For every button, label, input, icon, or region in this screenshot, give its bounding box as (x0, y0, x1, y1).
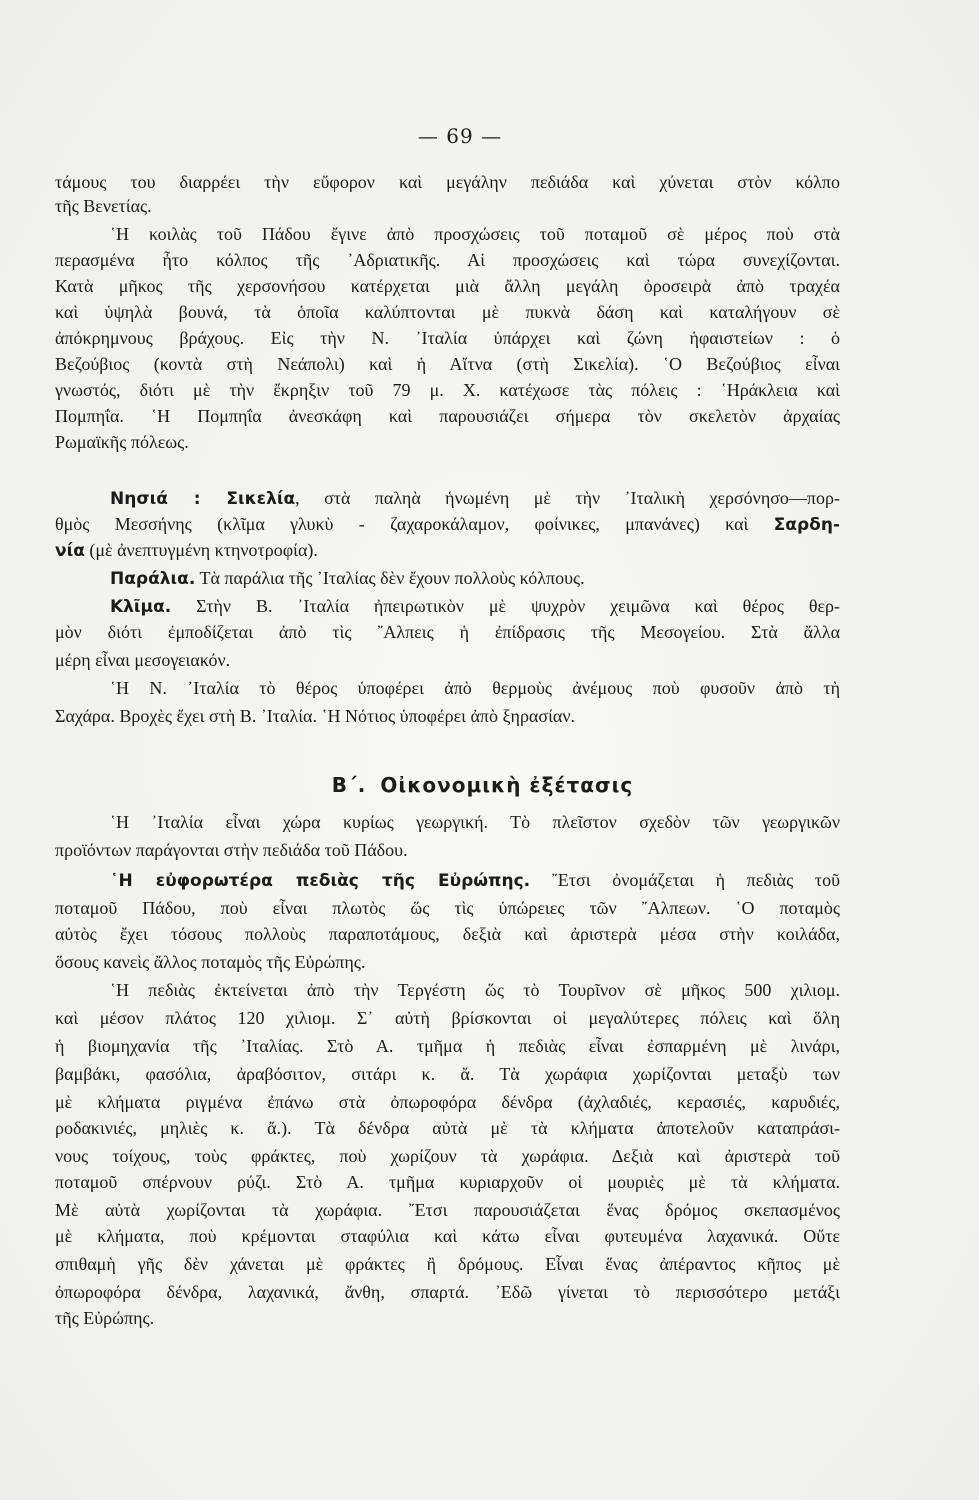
text-line (55, 538, 840, 563)
text-line (55, 194, 840, 218)
text-run: θμὸς Μεσσήνης (κλῖμα γλυκὺ - ζαχαροκάλαμον, φοίνικες, μπανάνες) καὶ (55, 514, 774, 534)
text-line (55, 1280, 840, 1304)
text-run: Ρωμαϊκῆς πόλεως. (55, 432, 189, 452)
text-run: ποταμοῦ Πάδου, ποὺ εἶναι πλωτὸς ὥς τὶς ὑπώρειες τῶν ῎Αλπεων. ῾Ο ποταμὸς (55, 898, 840, 918)
text-line (55, 378, 840, 402)
bold-term: Σικελία (226, 489, 296, 509)
text-run: ῾Η ᾿Ιταλία εἶναι χώρα κυρίως γεωργική. Τὸ πλεῖστον σχεδὸν τῶν γεωργικῶν (110, 812, 840, 832)
page-number: — 69 — (417, 124, 503, 148)
text-run: (μὲ ἀνεπτυγμένη κτηνοτροφία). (84, 540, 318, 560)
text-run: ῾Η πεδιὰς ἐκτείνεται ἀπὸ τὴν Τεργέστη ὥς τὸ Τουρῖνον σὲ μῆκος 500 χιλιομ. (110, 980, 840, 1000)
text-run: νους τοίχους, τοὺς φράκτες, ποὺ χωρίζουν τὰ χωράφια. Δεξιὰ καὶ ἀριστερὰ τοῦ (55, 1146, 840, 1166)
bold-term: Νησιά : (110, 489, 227, 509)
text-line (55, 1062, 840, 1086)
text-line (55, 648, 840, 672)
text-line (55, 1224, 840, 1248)
text-run: ῾Η κοιλὰς τοῦ Πάδου ἔγινε ἀπὸ προσχώσεις τοῦ ποταμοῦ σὲ μέρος ποὺ στὰ (110, 224, 840, 244)
text-run: ὅσους κανεὶς ἄλλος ποταμὸς τῆς Εὐρώπης. (55, 952, 366, 972)
text-line (55, 326, 840, 350)
text-line (55, 1116, 840, 1140)
text-run: , στὰ παληὰ ἡνωμένη μὲ τὴν ᾿Ιταλικὴ χερσόνησο—πορ- (295, 488, 840, 508)
text-line (110, 486, 840, 511)
text-run: καὶ μέσον πλάτος 120 χιλιομ. Σ᾿ αὐτὴ βρίσκονται οἱ μεγαλύτερες πόλεις καὶ ὅλη (55, 1008, 840, 1028)
text-run: τῆς Εὐρώπης. (55, 1308, 155, 1328)
text-run: ροδακινιές, μηλιὲς κ. ἄ.). Τὰ δένδρα αὐτὰ μὲ τὰ κλήματα ἀποτελοῦν καταπράσι- (55, 1118, 840, 1138)
text-line (110, 222, 840, 246)
text-run: Βεζούβιος (κοντὰ στὴ Νεάπολι) καὶ ἡ Αἴτνα (στὴ Σικελία). ῾Ο Βεζούβιος εἶναι (55, 354, 840, 374)
text-line (55, 1144, 840, 1168)
section-heading (0, 773, 979, 797)
bold-term: Κλῖμα. (110, 597, 172, 617)
text-line (55, 170, 840, 194)
bold-term: Σαρδη- (773, 515, 840, 535)
text-run: Σαχάρα. Βροχὲς ἔχει στὴ Β. ᾿Ιταλία. ῾Η Νότιος ὑποφέρει ἀπὸ ξηρασίαν. (55, 706, 575, 726)
text-line (110, 810, 840, 834)
text-run: τάμους του διαρρέει τὴν εὔφορον καὶ μεγάλην πεδιάδα καὶ χύνεται στὸν κόλπο (55, 172, 840, 192)
text-run: Τὰ παράλια τῆς ᾿Ιταλίας δὲν ἔχουν πολλοὺς κόλπους. (195, 568, 585, 588)
text-run: Κατὰ μῆκος τῆς χερσονήσου κατέρχεται μιὰ ἄλλη μεγάλη ὀροσειρὰ ἀπὸ τραχέα (55, 276, 840, 296)
text-run: τῆς Βενετίας. (55, 196, 152, 216)
section-number: Β΄. (331, 773, 367, 797)
text-run: μὲ κλήματα ριγμένα ἐπάνω στὰ ὀπωροφόρα δένδρα (ἀχλαδιές, κερασιές, καρυδιές, (55, 1092, 840, 1112)
text-run: μέρη εἶναι μεσογειακόν. (55, 650, 231, 670)
text-line (55, 430, 840, 454)
text-run: Μὲ αὐτὰ χωρίζονται τὰ χωράφια. ῎Ετσι παρουσιάζεται ἕνας δρόμος σκεπασμένος (55, 1200, 840, 1220)
text-line (55, 1252, 840, 1276)
bold-term: ῾Η εὐφορωτέρα πεδιὰς τῆς Εὐρώπης. (110, 871, 531, 891)
section-title: Οἰκονομικὴ ἐξέτασις (380, 773, 634, 797)
text-run: ῎Ετσι ὀνομάζεται ἡ πεδιὰς τοῦ (530, 870, 840, 890)
text-run: ἡ βιομηχανία τῆς ᾿Ιταλίας. Στὸ Α. τμῆμα ἡ πεδιὰς εἶναι ἐσπαρμένη μὲ λινάρι, (55, 1036, 840, 1056)
text-line (55, 896, 840, 920)
text-line (55, 352, 840, 376)
text-line (55, 1034, 840, 1058)
text-run: περασμένα ἦτο κόλπος τῆς ᾿Αδριατικῆς. Αἱ προσχώσεις καὶ τώρα συνεχίζονται. (55, 250, 840, 270)
text-line (55, 1090, 840, 1114)
text-run: ῾Η Ν. ᾿Ιταλία τὸ θέρος ὑποφέρει ἀπὸ θερμοὺς ἀνέμους ποὺ φυσοῦν ἀπὸ τὴ (110, 678, 840, 698)
text-line (110, 594, 840, 619)
bold-term: νία (55, 541, 85, 561)
text-line (110, 566, 840, 591)
text-run: αὐτὸς ἔχει τόσους πολλοὺς παραποτάμους, δεξιὰ καὶ ἀριστερὰ μέσα στὴν κοιλάδα, (55, 924, 840, 944)
text-run: μὸν διότι ἐμποδίζεται ἀπὸ τὶς ῎Αλπεις ἡ ἐπίδρασις τῆς Μεσογείου. Στὰ ἄλλα (55, 622, 840, 642)
text-run: ἀπόκρημνους βράχους. Εἰς τὴν Ν. ᾿Ιταλία ὑπάρχει καὶ ζώνη ἡφαιστείων : ὁ (55, 328, 840, 348)
text-line (55, 950, 840, 974)
text-line (55, 1006, 840, 1030)
text-line (55, 300, 840, 324)
text-run: σπιθαμὴ γῆς δὲν χάνεται μὲ φράκτες ἢ δρόμους. Εἶναι ἕνας ἀπέραντος κῆπος μὲ (55, 1254, 840, 1274)
text-line (55, 248, 840, 272)
text-line (55, 1198, 840, 1222)
text-line (55, 922, 840, 946)
bold-term: Παράλια. (110, 569, 196, 589)
text-run: προϊόντων παράγονται στὴν πεδιάδα τοῦ Πάδου. (55, 840, 408, 860)
text-line (55, 1306, 840, 1330)
text-line (55, 620, 840, 644)
text-line (110, 676, 840, 700)
text-run: μὲ κλήματα, ποὺ κρέμονται σταφύλια καὶ κάτω εἶναι φυτευμένα λαχανικά. Οὔτε (55, 1226, 840, 1246)
text-line (55, 274, 840, 298)
text-run: καὶ ὑψηλὰ βουνά, τὰ ὁποῖα καλύπτονται μὲ πυκνὰ δάση καὶ καταλήγουν σὲ (55, 302, 840, 322)
text-line (55, 838, 840, 862)
text-line (55, 1170, 840, 1194)
text-line (55, 704, 840, 728)
text-run: ὀπωροφόρα δένδρα, λαχανικά, ἄνθη, σπαρτά. ᾿Εδῶ γίνεται τὸ περισσότερο μετάξι (55, 1282, 840, 1302)
text-run: Πομπηΐα. ῾Η Πομπηΐα ἀνεσκάφη καὶ παρουσιάζει σήμερα τὸν σκελετὸν ἀρχαίας (55, 406, 840, 426)
text-line (110, 978, 840, 1002)
text-run: Στὴν Β. ᾿Ιταλία ἠπειρωτικὸν μὲ ψυχρὸν χειμῶνα καὶ θέρος θερ- (171, 596, 840, 616)
text-line (110, 868, 840, 893)
text-line (55, 404, 840, 428)
text-line (55, 512, 840, 537)
text-run: βαμβάκι, φασόλια, ἀραβόσιτον, σιτάρι κ. ἄ. Τὰ χωράφια χωρίζονται μεταξὺ των (55, 1064, 840, 1084)
text-run: γνωστός, διότι μὲ τὴν ἔκρηξιν τοῦ 79 μ. Χ. κατέχωσε τὰς πόλεις : ῾Ηράκλεια καὶ (55, 380, 840, 400)
text-run: ποταμοῦ σπέρνουν ρύζι. Στὸ Α. τμῆμα κυριαρχοῦν οἱ μουριὲς μὲ τὰ κλήματα. (55, 1172, 840, 1192)
